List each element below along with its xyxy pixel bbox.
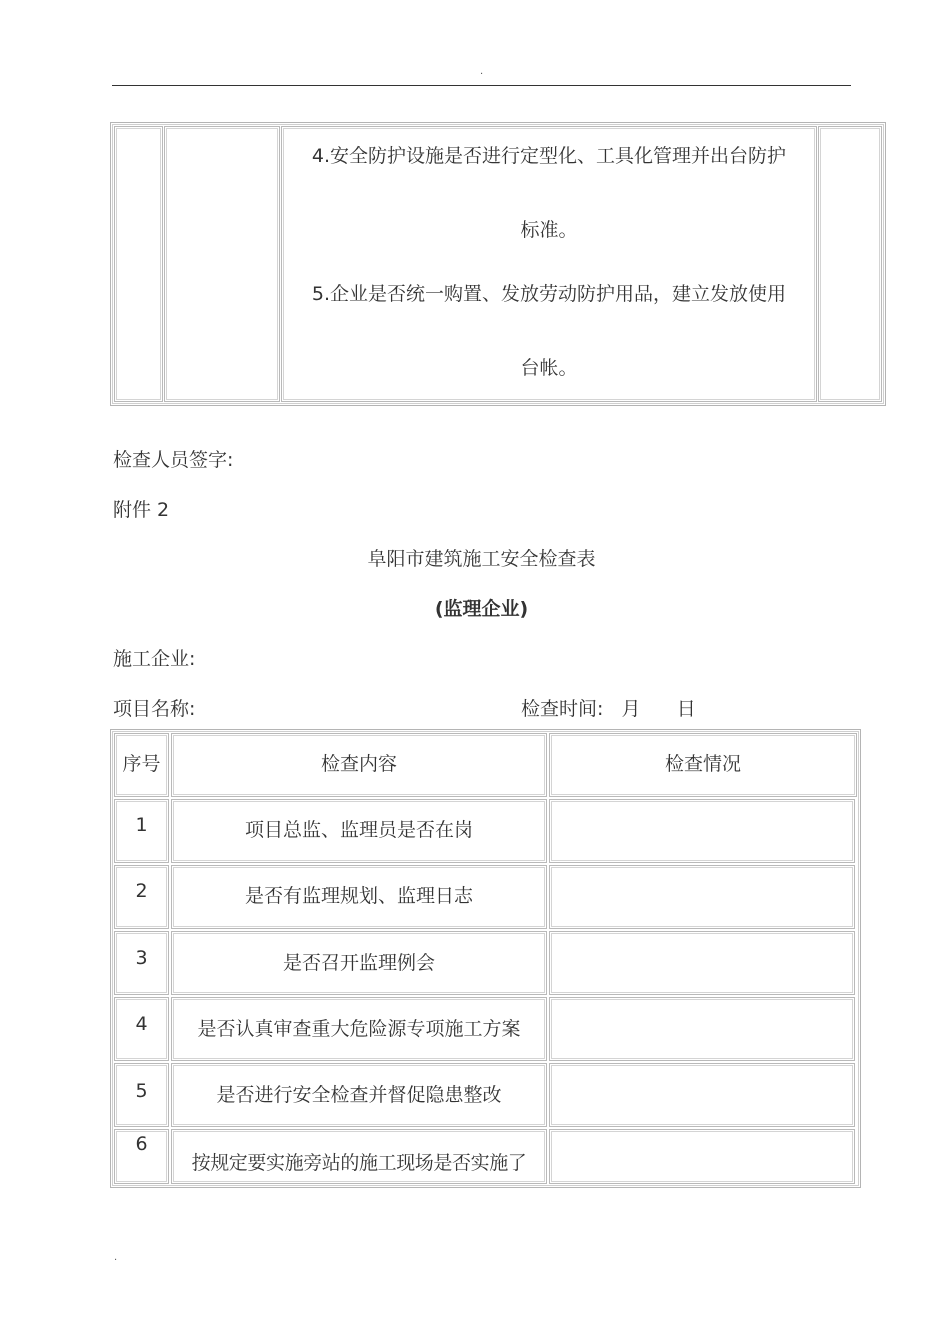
top-table-line-1: 4.安全防护设施是否进行定型化、工具化管理并出台防护 bbox=[311, 145, 787, 167]
table-row-4-content: 是否认真审查重大危险源专项施工方案 bbox=[197, 1018, 521, 1040]
table-row-2-result-cell bbox=[549, 865, 855, 929]
construction-company-label: 施工企业: bbox=[113, 648, 196, 670]
table-row-1-content: 项目总监、监理员是否在岗 bbox=[244, 819, 473, 841]
document-subtitle: (监理企业) bbox=[434, 598, 529, 620]
header-dot: . bbox=[480, 66, 484, 77]
check-table-header-result-label: 检查情况 bbox=[664, 753, 741, 775]
table-row-6-result-cell bbox=[549, 1129, 855, 1184]
table-row-5-content: 是否进行安全检查并督促隐患整改 bbox=[216, 1084, 502, 1106]
header-rule bbox=[112, 85, 851, 86]
top-table-cell-1 bbox=[114, 126, 163, 402]
inspector-signature-label: 检查人员签字: bbox=[113, 449, 234, 471]
top-table-cell-4 bbox=[818, 126, 882, 402]
inspection-time-label: 检查时间: 月 日 bbox=[521, 698, 696, 720]
table-row-4-result-cell bbox=[549, 997, 855, 1061]
footer-dot: . bbox=[114, 1252, 118, 1263]
table-row-5-result-cell bbox=[549, 1063, 855, 1127]
table-row-6-no: 6 bbox=[135, 1133, 148, 1155]
top-table-line-4: 台帐。 bbox=[520, 357, 578, 379]
project-name-label: 项目名称: bbox=[113, 698, 196, 720]
table-row-5-no: 5 bbox=[135, 1080, 148, 1102]
table-row-1-result-cell bbox=[549, 799, 855, 863]
document-title: 阜阳市建筑施工安全检查表 bbox=[367, 548, 596, 570]
table-row-2-no: 2 bbox=[135, 880, 148, 902]
table-row-4-no: 4 bbox=[135, 1013, 148, 1035]
table-row-3-no: 3 bbox=[135, 947, 148, 969]
attachment-label: 附件 2 bbox=[113, 499, 170, 521]
top-table-line-3: 5.企业是否统一购置、发放劳动防护用品，建立发放使用 bbox=[311, 283, 787, 305]
check-table-header-content-label: 检查内容 bbox=[320, 753, 397, 775]
table-row-3-content: 是否召开监理例会 bbox=[282, 952, 435, 974]
table-row-3-result-cell bbox=[549, 931, 855, 995]
table-row-2-content: 是否有监理规划、监理日志 bbox=[244, 885, 473, 907]
table-row-1-no: 1 bbox=[135, 814, 148, 836]
top-table-line-2: 标准。 bbox=[520, 219, 578, 241]
check-table-header-no-label: 序号 bbox=[122, 753, 161, 775]
top-table-cell-2 bbox=[164, 126, 280, 402]
table-row-6-content: 按规定要实施旁站的施工现场是否实施了 bbox=[191, 1152, 527, 1174]
